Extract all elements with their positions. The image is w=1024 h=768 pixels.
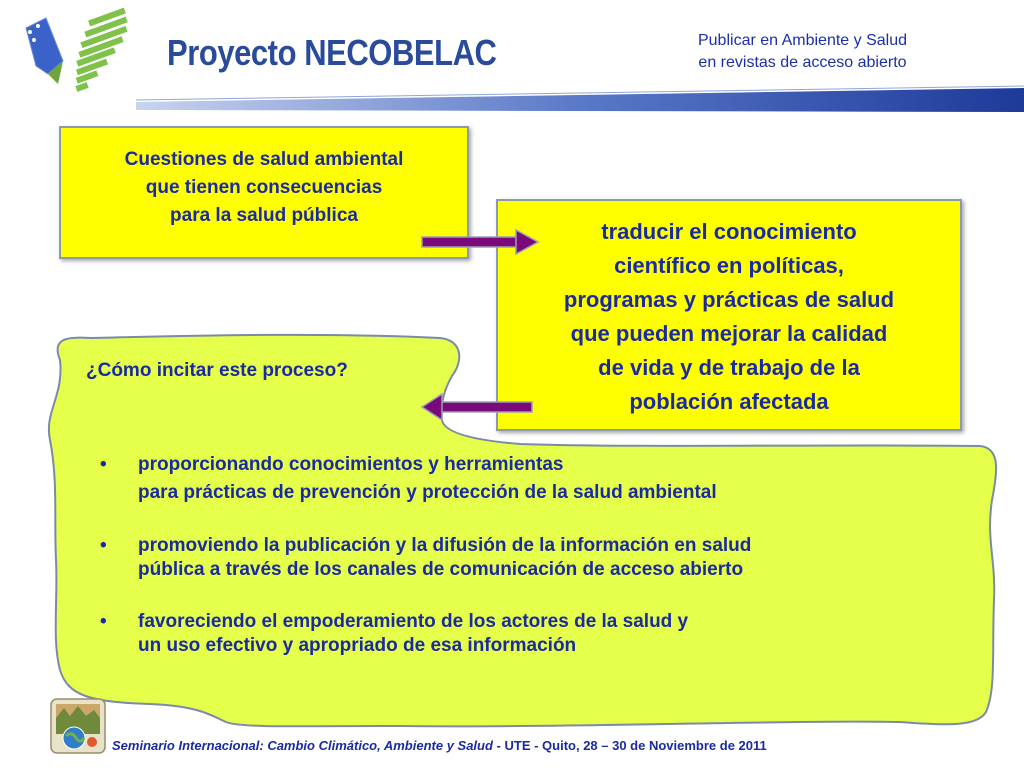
bullet1-line2: para prácticas de prevención y protección de la salud ambiental bbox=[138, 482, 717, 503]
bullet2-line1: promoviendo la publicación y la difusión de la información en salud bbox=[138, 535, 752, 556]
bullet3-line1: favoreciendo el empoderamiento de los actores de la salud y bbox=[138, 611, 689, 632]
box-right-line2: científico en políticas, bbox=[614, 253, 844, 278]
bullet-marker: • bbox=[100, 454, 107, 475]
box-left-line1: Cuestiones de salud ambiental bbox=[124, 149, 404, 170]
list-item bbox=[100, 454, 980, 504]
bullet1-line1: proporcionando conocimientos y herramientas bbox=[138, 454, 564, 475]
arrow-right-icon bbox=[420, 228, 540, 256]
project-title: Proyecto NECOBELAC bbox=[167, 32, 497, 73]
box-right-line4: que pueden mejorar la calidad bbox=[570, 321, 888, 346]
list-item bbox=[100, 610, 980, 658]
bullet3-line2: un uso efectivo y apropriado de esa información bbox=[138, 635, 577, 656]
box-left-line2: que tienen consecuencias bbox=[145, 177, 383, 198]
box-left-line3: para la salud pública bbox=[170, 205, 358, 226]
knowledge-translation-box bbox=[496, 199, 962, 431]
box-right-line5: de vida y de trabajo de la bbox=[598, 355, 860, 380]
bullet2-line2: pública a través de los canales de comunicación de acceso abierto bbox=[138, 559, 744, 580]
arrow-left-icon bbox=[420, 392, 534, 422]
header-subtitle-line1: Publicar en Ambiente y Salud bbox=[697, 32, 907, 49]
public-health-issues-box bbox=[59, 126, 469, 259]
list-item bbox=[100, 534, 980, 582]
bullet-marker: • bbox=[100, 535, 107, 556]
footer-caption bbox=[112, 738, 767, 753]
box-right-line6: población afectada bbox=[629, 389, 829, 414]
box-right-line1: traducir el conocimiento bbox=[601, 219, 857, 244]
globe-seminar-logo bbox=[50, 698, 106, 754]
header-subtitle-line2: en revistas de acceso abierto bbox=[698, 54, 907, 71]
bullet-marker: • bbox=[100, 611, 107, 632]
footer-event-name: Seminario Internacional: Cambio Climático, Ambiente y Salud bbox=[112, 738, 493, 753]
question-heading: ¿Cómo incitar este proceso? bbox=[86, 360, 348, 381]
footer-event-details: - UTE - Quito, 28 – 30 de Noviembre de 2011 bbox=[492, 738, 767, 753]
box-right-line3: programas y prácticas de salud bbox=[563, 287, 895, 312]
bullet-list bbox=[100, 454, 980, 658]
